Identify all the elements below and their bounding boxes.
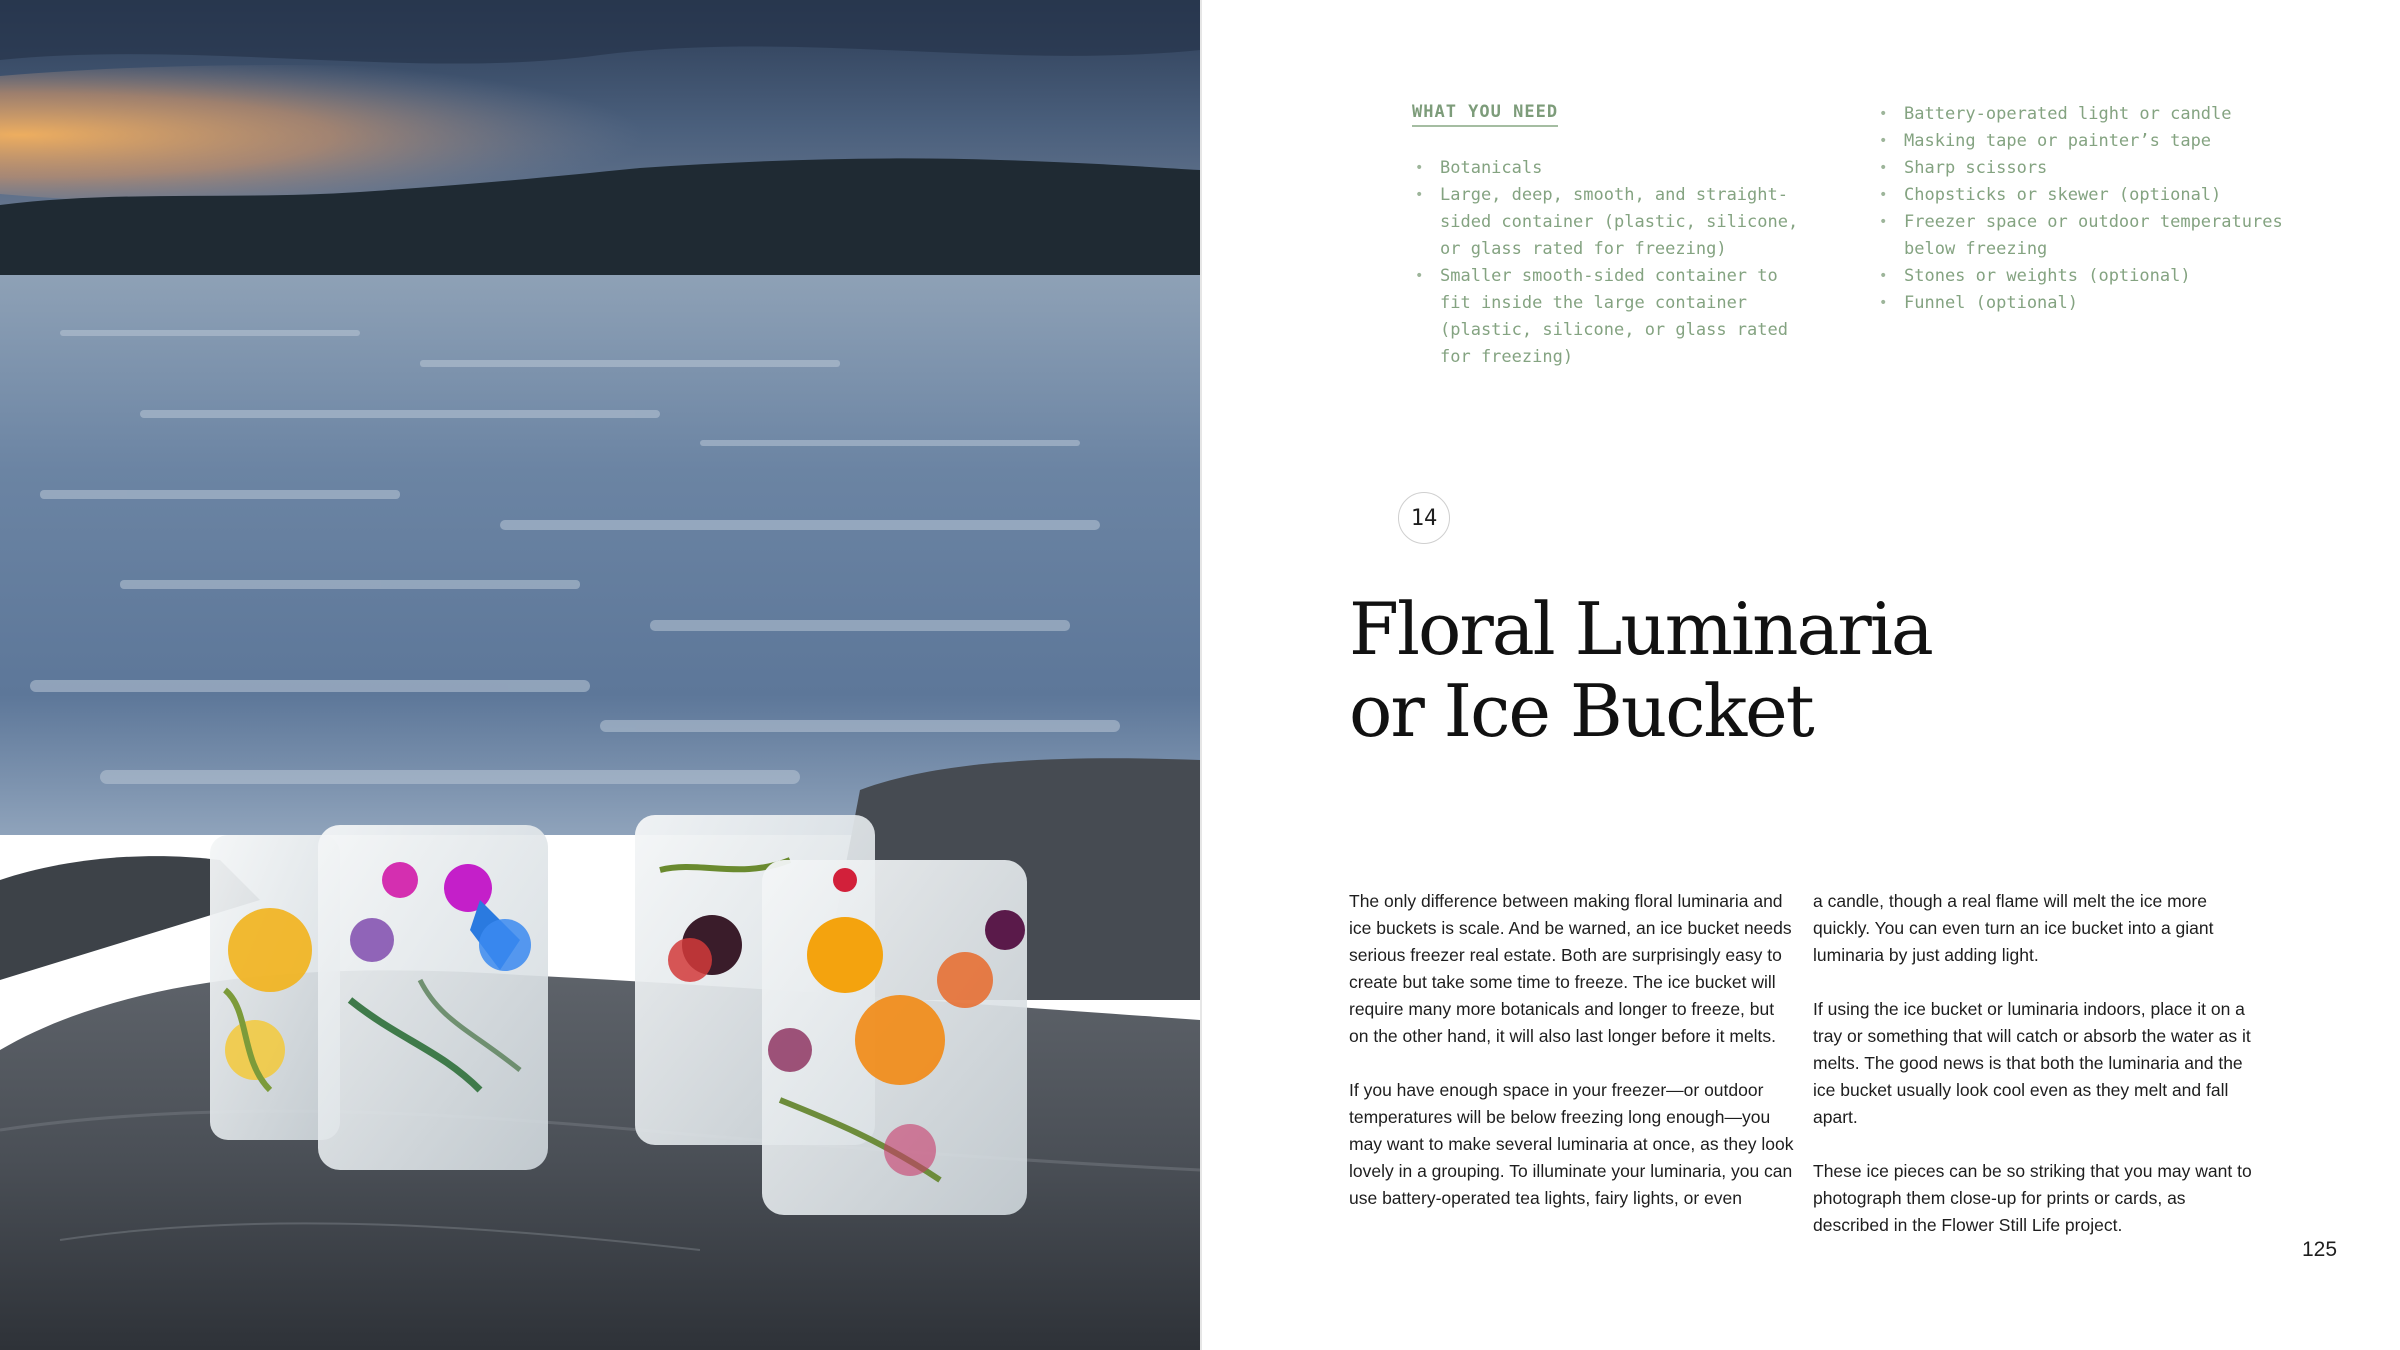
body-paragraph: If you have enough space in your freezer—or outdoor temperatures will be below freezing long enough—you may want to make several luminaria at once, as they look lovely in a grouping. To illuminate your luminaria, you can use battery-operated tea lights, fairy lights, or even <box>1349 1080 1794 1208</box>
supplies-list-left <box>1412 155 1812 371</box>
body-paragraph: The only difference between making floral luminaria and ice buckets is scale. And be warned, an ice bucket needs serious freezer real estate. Both are surprisingly easy to create but take some time to freeze. The ice bucket will require many more botanicals and longer to freeze, but on the other hand, it will also last longer before it melts. <box>1349 891 1792 1046</box>
luminaria-ice-2 <box>318 825 548 1170</box>
body-paragraph: If using the ice bucket or luminaria indoors, place it on a tray or something that will catch or absorb the water as it melts. The good news is that both the luminaria and the ice bucket usually look cool even as they melt and fall apart. <box>1813 999 2251 1127</box>
text-page <box>1202 0 2400 1350</box>
supply-item: • Large, deep, smooth, and straight-sided container (plastic, silicone, or glass rated for freezing) <box>1412 182 1812 263</box>
supply-item: • Freezer space or outdoor temperatures below freezing <box>1876 209 2316 263</box>
body-paragraph: These ice pieces can be so striking that you may want to photograph them close-up for prints or cards, as described in the Flower Still Life project. <box>1813 1161 2252 1235</box>
page-number: 125 <box>2302 1238 2338 1261</box>
body-column-right <box>1813 888 2259 1266</box>
body-column-left <box>1349 888 1795 1239</box>
project-number-badge: 14 <box>1398 492 1450 544</box>
what-you-need-heading: WHAT YOU NEED <box>1412 102 1558 127</box>
supply-item: • Chopsticks or skewer (optional) <box>1876 182 2316 209</box>
supply-item: • Sharp scissors <box>1876 155 2316 182</box>
supply-item: • Funnel (optional) <box>1876 290 2316 317</box>
supply-item: • Masking tape or painter’s tape <box>1876 128 2316 155</box>
supplies-list-right <box>1876 101 2316 317</box>
supply-item: • Smaller smooth-sided container to fit inside the large container (plastic, silicone, or glass rated for freezing) <box>1412 263 1812 371</box>
supply-item: • Stones or weights (optional) <box>1876 263 2316 290</box>
luminaria-ice-4 <box>762 860 1027 1215</box>
body-paragraph: a candle, though a real flame will melt the ice more quickly. You can even turn an ice bucket into a giant luminaria by just adding light. <box>1813 891 2214 965</box>
supply-item: • Botanicals <box>1412 155 1812 182</box>
title-line-2: or Ice Bucket <box>1349 669 1813 753</box>
title-line-1: Floral Luminaria <box>1349 587 1932 671</box>
supply-item: • Battery-operated light or candle <box>1876 101 2316 128</box>
page-title <box>1349 588 2149 752</box>
